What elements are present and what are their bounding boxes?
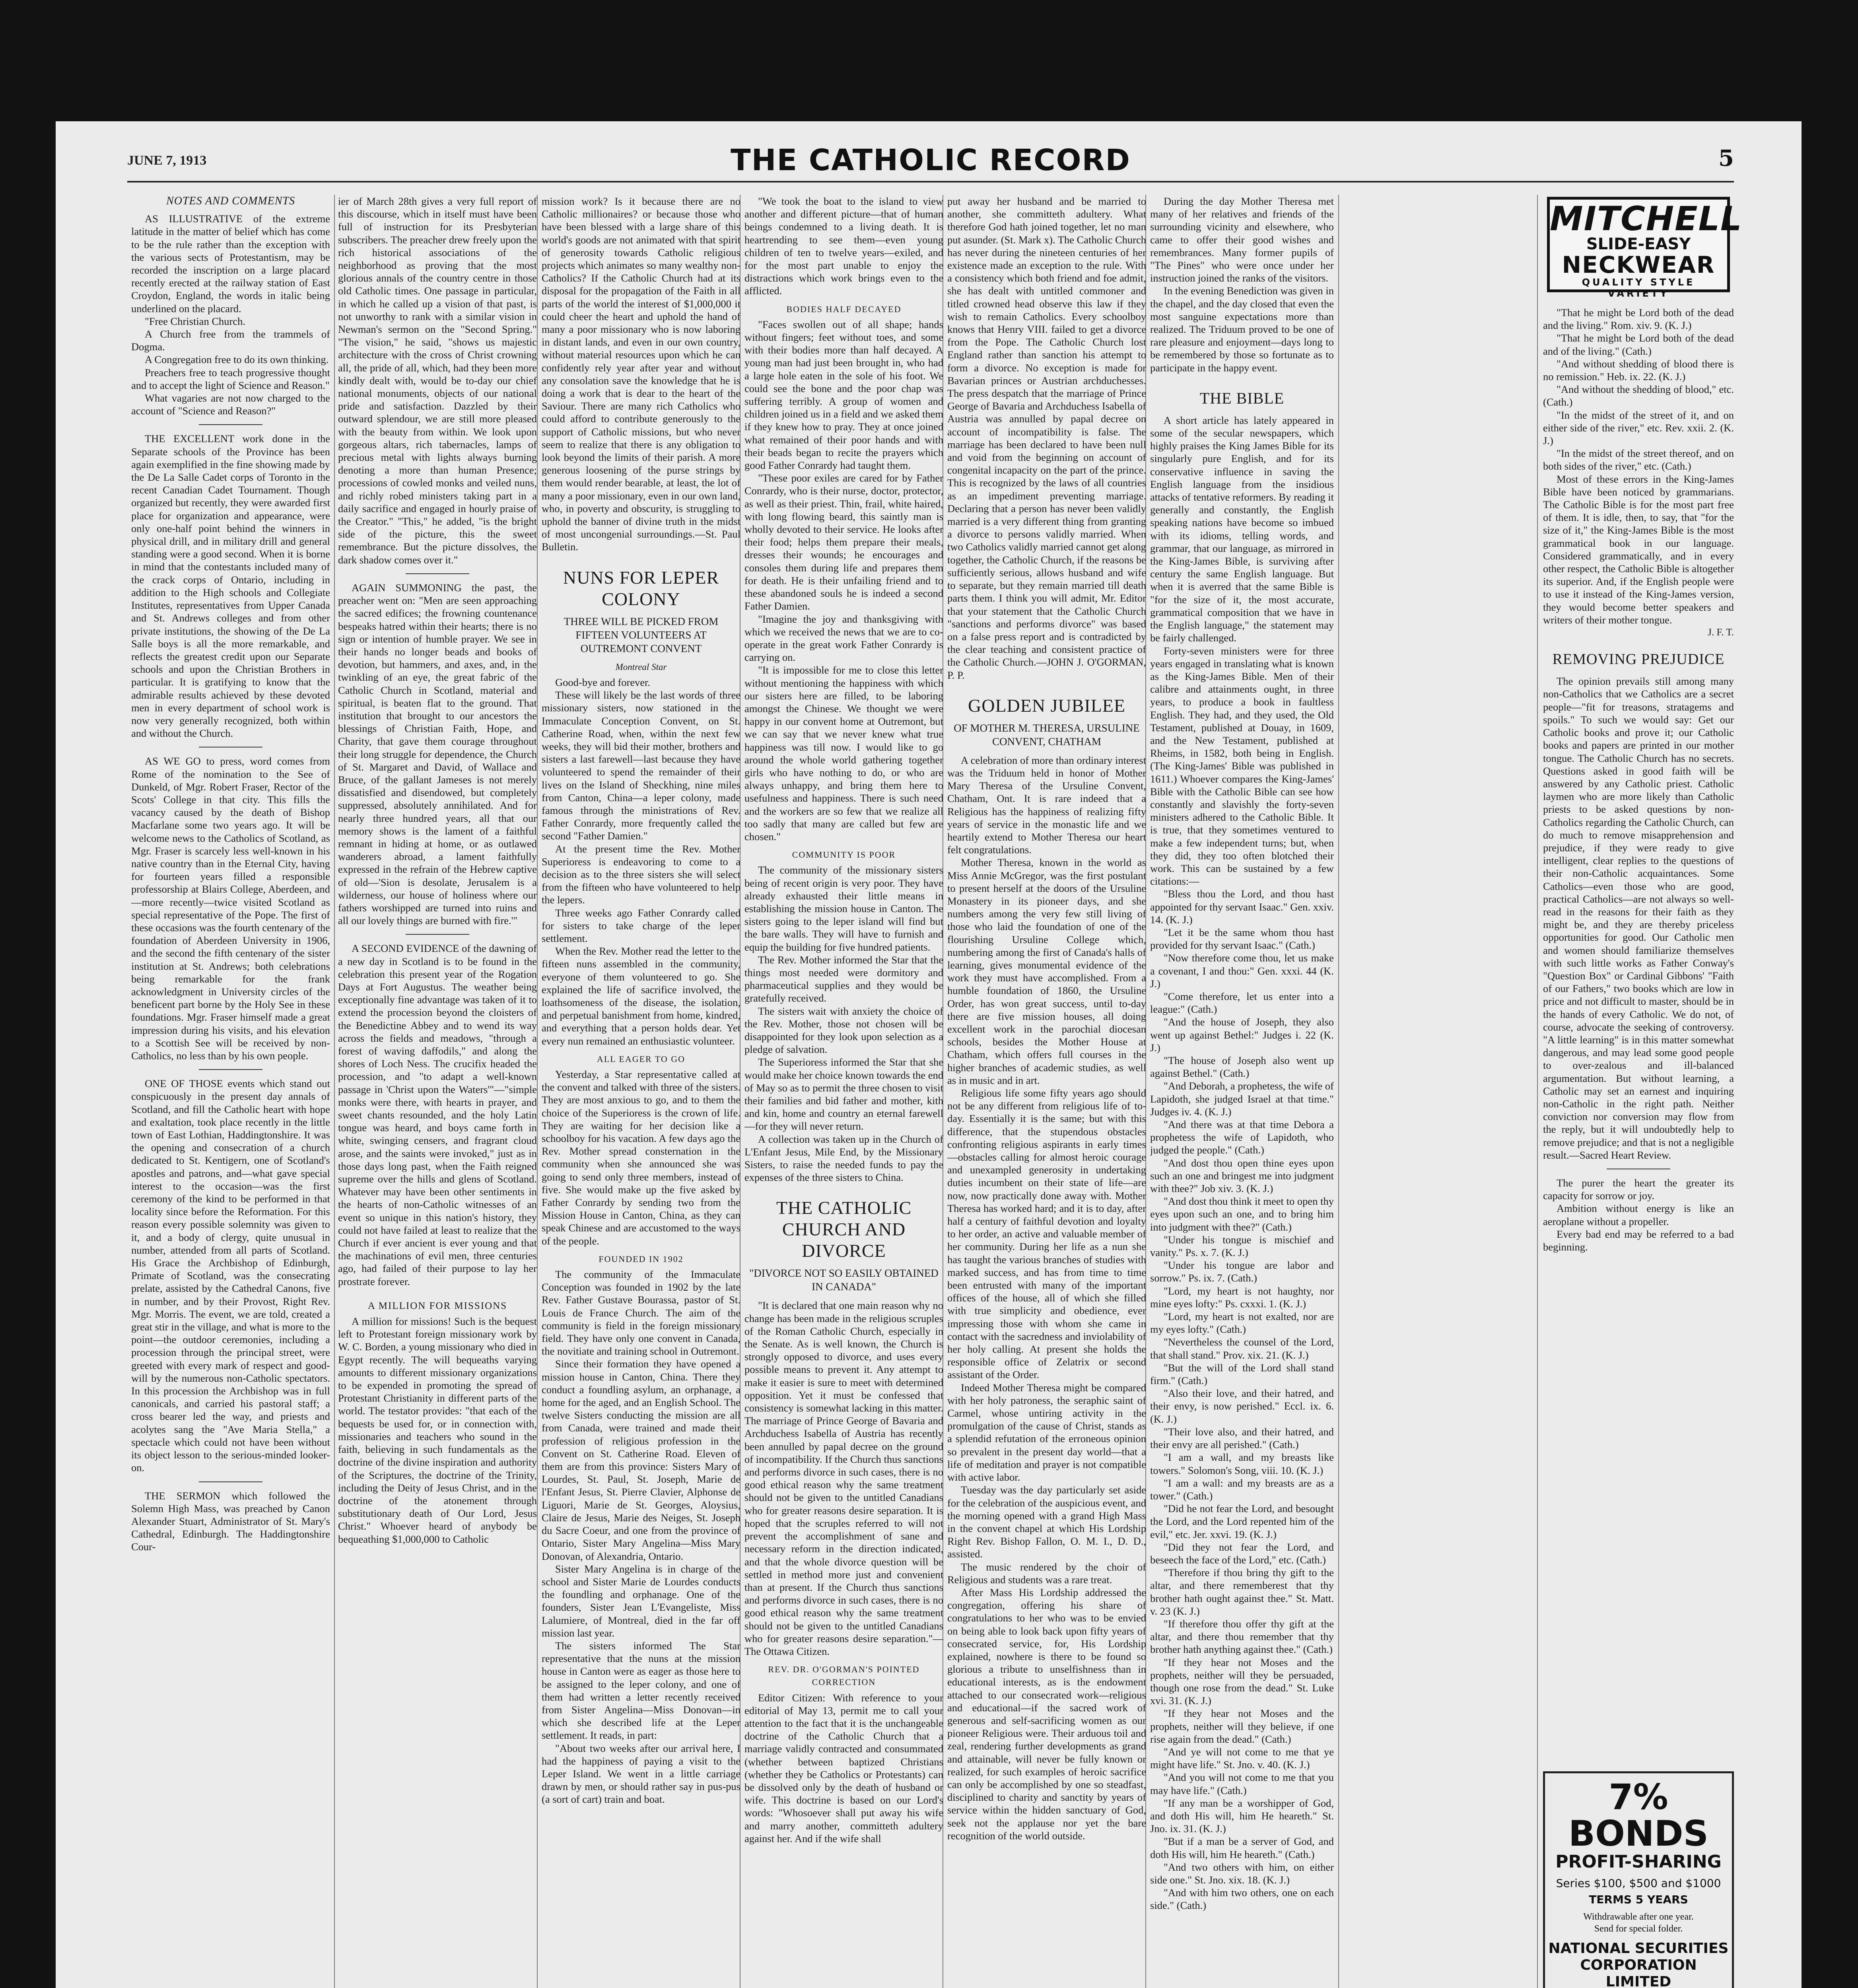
article-headline: GOLDEN JUBILEE <box>968 695 1125 716</box>
article-subheadline: "DIVORCE NOT SO EASILY OBTAINED IN CANADA" <box>749 1267 939 1293</box>
column-7 <box>1543 306 1734 1753</box>
scripture-quote: "Under his tongue are labor and sorrow." Ps. ix. 7. (Cath.) <box>1150 1259 1334 1284</box>
article-paragraph: AS WE GO to press, word comes from Rome of the nomination to the See of Dunkeld, of Mgr. Robert Fraser, Rector of the Scots' College in that city. This fills the vacancy caused by the death of Bishop Macfarlane some two years ago. It will be welcome news to the Catholics of Scotland, as Mgr. Fraser is scarcely less well-known in his native country than in the Eternal City, having for fourteen years filled a responsible professorship at Blairs College, Aberdeen, and—more recently—twice visited Scotland as special representative of the Pope. The first of these occasions was the fourth centenary of the foundation of Aberdeen University in 1906, and the second the fifth centenary of the sister institution at St. Andrews; both celebrations being remarkable for the frank acknowledgment in University circles of the beneficent part borne by the Holy See in these foundations. Mgr. Fraser himself made a great impression during his visits, and his elevation to a Scottish See will be received by non-Catholics, no less than by his own people. <box>131 755 330 1062</box>
scripture-quote: "Also their love, and their hatred, and their envy, is now perished." Eccl. ix. 6. (K. J.) <box>1150 1387 1334 1425</box>
section-title: NOTES AND COMMENTS <box>166 195 295 207</box>
article-paragraph: The community of the Immaculate Conception was founded in 1902 by the late Rev. Father Gustave Bourassa, pastor of St. Louis de France Church. The aim of the community is field in the foreign missionary field. They have only one convent in Canada, the novitiate and training school in Outremont. <box>542 1268 740 1357</box>
ad-note-line: Send for special folder. <box>1594 1924 1683 1934</box>
column-divider <box>537 195 538 1988</box>
article-headline: A MILLION FOR MISSIONS <box>367 1300 507 1311</box>
article-paragraph: Sister Mary Angelina is in charge of the school and Sister Marie de Lourdes conducts the foundling and orphanage. One of the founders, Sister Jean L'Evangeliste, Miss Lalumiere, of Montreal, died in the far off mission last year. <box>542 1563 740 1639</box>
article-paragraph: "Free Christian Church. <box>145 315 245 327</box>
article-paragraph: When the Rev. Mother read the letter to the fifteen nuns assembled in the community, everyone of them volunteered to go. She explained the life of sacrifice involved, the loathsomeness of the disease, the isolation, and perpetual banishment from home, kindred, and everything that a person holds dear. Yet every nun remained an enthusiastic volunteer. <box>542 945 740 1047</box>
scripture-quote: "And without the shedding of blood," etc. (Cath.) <box>1543 383 1734 408</box>
scripture-quote: "Therefore if thou bring thy gift to the altar, and there rememberest that thy brother hath ought against thee." St. Matt. v. 23 (K. J.) <box>1150 1567 1334 1617</box>
article-paragraph: mission work? Is it because there are no Catholic millionaires? or because those who have been blessed with a large share of this world's goods are not animated with that spirit of generosity towards Catholic religious projects which animates so many wealthy non-Catholics? If the Catholic Church had at its disposal for the propagation of the Faith in all parts of the world the interest of $1,000,000 it could cheer the heart and uphold the hand of many a poor missionary who is now laboring in distant lands, and even in our own country, without material resources upon which he can confidently rely year after year and without any consolation save the knowledge that he is doing a work that is dear to the heart of the Saviour. There are many rich Catholics who could afford to contribute generously to the support of Catholic missions, but who never seem to realize that there is any obligation to look beyond the limits of their parish. A more generous loosening of the purse strings by them would render bearable, at least, the lot of many a poor missionary, even in our own land, who, in poverty and obscurity, is struggling to uphold the banner of divine truth in the midst of most uncongenial surroundings.—St. Paul Bulletin. <box>542 195 740 553</box>
scripture-quote: "But if a man be a server of God, and doth His will, him He heareth." (Cath.) <box>1150 1835 1334 1860</box>
article-paragraph: Three weeks ago Father Conrardy called for sisters to take charge of the leper settlement. <box>542 907 740 944</box>
scripture-quote: "Now therefore come thou, let us make a covenant, I and thou:" Gen. xxxi. 44 (K. J.) <box>1150 952 1334 990</box>
article-paragraph: "Imagine the joy and thanksgiving with which we received the news that we are to co-operate in the great work Father Conrardy is carrying on. <box>744 613 943 664</box>
newspaper-page <box>56 121 1802 1988</box>
mitchell-neckwear-ad <box>1543 197 1743 299</box>
scripture-quote: "That he might be Lord both of the dead and the living." Rom. xiv. 9. (K. J.) <box>1543 307 1734 332</box>
article-headline: REMOVING PREJUDICE <box>1552 651 1725 668</box>
article-paragraph: The sisters wait with anxiety the choice of the Rev. Mother, those not chosen will be disappointed for they look upon selection as a pledge of salvation. <box>744 1005 943 1056</box>
article-paragraph: In the evening Benediction was given in the chapel, and the day closed that even the most sanguine expectations more than realized. The Triduum proved to be one of rare pleasure and enjoyment—days long to be remembered by those so fortunate as to participate in the happy event. <box>1150 285 1334 374</box>
scripture-quote: "Did he not fear the Lord, and besought the Lord, and the Lord repented him of the evil," etc. Jer. xxvi. 19. (K. J.) <box>1150 1503 1334 1540</box>
divider <box>199 1069 262 1070</box>
scripture-quote: "And there was at that time Debora a prophetess the wife of Lapidoth, who judged the people." (Cath.) <box>1150 1118 1334 1156</box>
section-subhead: ALL EAGER TO GO <box>597 1054 686 1064</box>
article-paragraph: During the day Mother Theresa met many of her relatives and friends of the surrounding vicinity and elsewhere, who came to offer their good wishes and remembrances. Many former pupils of "The Pines" who were once under her instruction joined the ranks of the visitors. <box>1150 195 1334 284</box>
column-6 <box>1150 195 1334 1988</box>
column-1 <box>131 195 330 1988</box>
article-paragraph: "It is impossible for me to close this letter without mentioning the happiness with which our sisters here are filled, to be laboring amongst the Chinese. We thought we were happy in our convent home at Outremont, but we can say that we never knew what true happiness was till now. I would like to go around the whole world gathering together girls who have nothing to do, or who are always unhappy, and bring them here to usefulness and happiness. There is such need and the workers are so few that we realize all too sadly that many are called but few are chosen." <box>744 664 943 843</box>
masthead-rule <box>127 181 1734 182</box>
article-paragraph: Ambition without energy is like an aeroplane without a propeller. <box>1543 1202 1734 1227</box>
article-paragraph: AGAIN SUMMONING the past, the preacher went on: "Men are seen approaching the sacred edifices; the frowning countenance bespeaks hatred within their hearts; there is no sign or intention of humble prayer. We see in their hands no longer beads and books of devotion, but hammers, and axes, and, in the twinkling of an eye, the great fabric of the Catholic Church in Scotland, material and spiritual, is beaten flat to the ground. That institution that brought to our ancestors the blessings of Christian Faith, Hope, and Charity, that gave them courage throughout their long struggle for dependence, the Church of St. Margaret and David, of Wallace and Bruce, of the gallant Jameses is not merely dissatisfied and disendowed, but completely suppressed, absolutely annihilated. And for nearly three hundred years, all that our memory shows is the lament of a faithful remnant in hiding at home, or as outlawed wanderers abroad, a lament faithfully expressed in the refrain of the Hebrew captive of old—'Sion is desolate, Jerusalem is a wilderness, our house of holiness where our fathers worshipped are turned into ruins and all our lovely things are burned with fire.'" <box>338 581 537 927</box>
article-paragraph: The sisters informed The Star representative that the nuns at the mission house in Canton were as eager as those here to be assigned to the leper colony, and one of them had written a letter recently received from Sister Angelina—Miss Donovan—in which she described life at the Leper settlement. It reads, in part: <box>542 1639 740 1741</box>
scripture-quote: "In the midst of the street of it, and on either side of the river," etc. Rev. xxii. 2. (K. J.) <box>1543 409 1734 447</box>
article-paragraph: Forty-seven ministers were for three years engaged in translating what is known as the King-James Bible. Men of their calibre and attainments ought, in three years, to produce a book in faultless English. They had, and they used, the Old Testament, published at Douay, in 1609, and the New Testament, published at Rheims, in 1582, both being in English. (The King-James' Bible was published in 1611.) Whoever compares the King-James' Bible with the Catholic Bible can see how constantly and slavishly the forty-seven ministers adhered to the Catholic Bible. It is true, that they sometimes ventured to make a few independent turns; but, when they did, they too often blotched their work. This can be sustained by a few citations:— <box>1150 645 1334 887</box>
article-paragraph: "It is declared that one main reason why no change has been made in the religious scruples of the Roman Catholic Church, especially in the Senate. As is well known, the Church is strongly opposed to divorce, and uses every possible means to prevent it. Any attempt to make it easier is sure to meet with determined opposition. Yet it must be confessed that consistency is somewhat lacking in this matter. The marriage of Prince George of Bavaria and Archduchess Isabella of Austria has recently been annulled by papal decree on the ground of incompatibility. If the Church thus sanctions and performs divorce in such cases, there is no good ethical reason why the same treatment should not be given to the untitled Canadians who for greater reasons desire separation. It is hoped that the scruples referred to will not prevent the accomplishment of sane and necessary reform in the direction indicated, and that the whole divorce question will be settled in method more just and convenient than at present. If the Church thus sanctions and performs divorce in such cases, there is no good ethical reason why the same treatment should not be given to the untitled Canadians who for greater reasons desire separation."—The Ottawa Citizen. <box>744 1299 943 1657</box>
scripture-quote: "Under his tongue is mischief and vanity." Ps. x. 7. (K. J.) <box>1150 1233 1334 1259</box>
article-headline: THE BIBLE <box>1199 389 1285 407</box>
article-paragraph: Most of these errors in the King-James Bible have been noticed by grammarians. The Catholic Bible is for the most part free of them. It is idle, then, to say, that "for the size of it," the King-James Bible is the most grammatical book in our language. Considered grammatically, and in every other respect, the Catholic Bible is altogether its superior. And, if the English people were to use it instead of the King-James version, they would become better speakers and writers of their mother tongue. <box>1543 473 1734 626</box>
article-paragraph: A million for missions! Such is the bequest left to Protestant foreign missionary work by W. C. Borden, a young missionary who died in Egypt recently. The will bequeaths varying amounts to different missionary organizations to be expended in promoting the spread of Protestant Christianity in different parts of the world. The testator provides: "that each of the bequests be used for, or in connection with, missionaries and teachers who sound in the faith, believing in such fundamentals as the doctrine of the divine inspiration and authority of the Scriptures, the doctrine of the Trinity, including the Deity of Jesus Christ, and in the doctrine of the atonement through substitutionary death of Our Lord, Jesus Christ." Whoever heard of anybody be bequeathing $1,000,000 to Catholic <box>338 1315 537 1545</box>
scripture-quote: "And ye will not come to me that ye might have life." St. Jno. v. 40. (K. J.) <box>1150 1745 1334 1771</box>
article-paragraph: Preachers free to teach progressive thought and to accept the light of Science and Reason." <box>131 366 330 391</box>
column-divider <box>1537 195 1538 1988</box>
ad-subtitle: PROFIT-SHARING <box>1555 1852 1722 1872</box>
article-paragraph: A SECOND EVIDENCE of the dawning of a new day in Scotland is to be found in the celebration this present year of the Rogation Days at Fort Augustus. The weather being exceptionally fine advantage was taken of it to extend the procession beyond the cloisters of the Benedictine Abbey and to wend its way across the fields and meadows, "through a forest of waving daffodils," and along the shores of Loch Ness. The crucifix headed the procession, and "to adapt a well-known passage in 'Christ upon the Waters'"—"simple monks were there, with hearts in prayer, and sweet chants resounded, and the holy Latin tongue was heard, and boys came forth in white, swinging censers, and fragrant cloud arose, and the saints were invoked," just as in those days long past, when the Faith reigned supreme over the hills and glens of Scotland. Whatever may have been other sentiments in the hearts of non-Catholic witnesses of an event so unique in this nation's history, they could not have failed at least to realize that the Church if ever ancient is ever young and that the machinations of evil men, three centuries ago, had failed of their purpose to lay her prostrate forever. <box>338 942 537 1287</box>
scripture-quote: "Come therefore, let us enter into a league:" (Cath.) <box>1150 990 1334 1015</box>
article-paragraph: A Church free from the trammels of Dogma. <box>131 328 330 353</box>
article-headline: THE CATHOLIC CHURCH AND DIVORCE <box>776 1198 912 1261</box>
article-paragraph: "Faces swollen out of all shape; hands without fingers; feet without toes, and some with their bodies more than half decayed. A young man had just been brought in, who had a large hole eaten in the sole of his foot. We could see the bone and the poor chap was suffering terribly. A group of women and children joined us in a field and we asked them if they knew how to pray. They at once joined what remained of their poor hands and with their beads began to recite the prayers which good Father Conrardy had taught them. <box>744 318 943 472</box>
page-number: 5 <box>1718 145 1734 171</box>
article-paragraph: Religious life some fifty years ago should not be any different from religious life of to-day. Essentially it is the same; but with this difference, that the stupendous obstacles confronting religious aspirants in early times—obstacles calling for almost heroic courage and unexampled generosity in undertaking duties incumbent on their state of life—are now, now practically done away with. Mother Theresa has worked hard; and it is to day, after half a century of faithful devotion and loyalty to her order, an active and valuable member of her community. During her life as a nun she has taught the various branches of studies with marked success, and has from time to time been entrusted with many of the important offices of the house, all of which she filled with true simplicity and obedience, ever impressing those with whom she came in contact with the sacredness and inviolability of her holy calling. At present she holds the responsible office of Zelatrix or second assistant of the Order. <box>947 1087 1146 1381</box>
scripture-quote: "Nevertheless the counsel of the Lord, that shall stand." Prov. xix. 21. (K. J.) <box>1150 1336 1334 1361</box>
section-subhead: BODIES HALF DECAYED <box>786 304 902 314</box>
scripture-quote: "And dost thou open thine eyes upon such an one and bringest me into judgment with thee?" Job xiv. 3. (K. J.) <box>1150 1157 1334 1195</box>
author-signature: J. F. T. <box>1708 627 1734 638</box>
scripture-quote: "Let it be the same whom thou hast provided for thy servant Isaac." (Cath.) <box>1150 926 1334 951</box>
scripture-quote: "In the midst of the street thereof, and on both sides of the river," etc. (Cath.) <box>1543 447 1734 472</box>
article-paragraph: Good-bye and forever. <box>555 676 651 688</box>
article-paragraph: Yesterday, a Star representative called at the convent and talked with three of the sisters. They are most anxious to go, and to them the choice of the Superioress is the crown of life. They are waiting for her decision like a schoolboy for his vacation. A few days ago the Rev. Mother spread consternation in the community when she announced she was going to send only three members, instead of five. She would make up the five asked by Father Conrardy by sending two from the Mission House in Canton, China, as they can speak Chinese and are accustomed to the ways of the people. <box>542 1068 740 1247</box>
article-paragraph: The purer the heart the greater its capacity for sorrow or joy. <box>1543 1177 1734 1202</box>
ad-company: NATIONAL SECURITIES CORPORATION LIMITED <box>1548 1940 1729 1988</box>
article-paragraph: The Superioress informed the Star that she would make her choice known towards the end of May so as to permit the three chosen to visit their families and bid father and mother, kith and kin, home and country an eternal farewell—for they will never return. <box>744 1056 943 1132</box>
article-paragraph: "These poor exiles are cared for by Father Conrardy, who is their nurse, doctor, protector, as well as their priest. Thin, frail, white haired, with long flowing beard, this saintly man is wholly devoted to their service. He looks after their food; helps them prepare their meals, dresses their wounds; he encourages and consoles them during life and prepares them for death. He is their unfailing friend and to these abandoned souls he is indeed a second Father Damien. <box>744 472 943 612</box>
article-paragraph: Since their formation they have opened a mission house in Canton, China. There they conduct a foundling asylum, an orphanage, a home for the aged, and an English School. The twelve Sisters conducting the mission are all from Canada, were trained and made their profession of religious profession in the Convent on St. Catherine Road. Eleven of them are from this province: Sisters Mary of Lourdes, St. Paul, St. Joseph, Marie de l'Enfant Jesus, St. Pierre Clavier, Alphonse de Liguori, Marie de St. Georges, Aloysius, Claire de Jesus, Marie des Neiges, St. Joseph du Sacre Coeur, and one from the province of Ontario, Sister Mary Angelina—Miss Mary Donovan, of Alexandria, Ontario. <box>542 1358 740 1562</box>
article-paragraph: These will likely be the last words of three missionary sisters, now stationed in the Immaculate Conception Convent, on St. Catherine Road, when, within the next few weeks, they will bid their mother, brothers and sisters a last farewell—last because they have volunteered to spend the remainder of their lives on the Island of Sheckhing, nine miles from Canton, China—a leper colony, made famous through the ministrations of Rev. Father Conrardy, more frequently called the second "Father Damien." <box>542 689 740 842</box>
ad-note-line: Withdrawable after one year. <box>1583 1912 1694 1922</box>
ad-frame <box>1547 197 1743 299</box>
article-paragraph: Indeed Mother Theresa might be compared with her holy patroness, the seraphic saint of Carmel, whose untiring activity in the promulgation of the cause of Christ, stands as a splendid refutation of the erroneous opinion so prevalent in the present day world—that a life of meditation and prayer is not compatible with active labor. <box>947 1381 1146 1483</box>
scripture-quote: "That he might be Lord both of the dead and of the living." (Cath.) <box>1543 332 1734 357</box>
article-paragraph: Every bad end may be referred to a bad beginning. <box>1543 1228 1734 1253</box>
issue-date: JUNE 7, 1913 <box>127 153 207 168</box>
ad-product: SLIDE-EASY <box>1586 235 1691 253</box>
scripture-quote: "I am a wall, and my breasts like towers." Solomon's Song, viii. 10. (K. J.) <box>1150 1451 1334 1476</box>
scripture-quote: "And without shedding of blood there is no remission." Heb. ix. 22. (K. J.) <box>1543 357 1734 383</box>
scripture-quote: "Bless thou the Lord, and thou hast appointed for thy servant Isaac." Gen. xxiv. 14. (K. J.) <box>1150 888 1334 926</box>
scripture-quote: "Lord, my heart is not haughty, nor mine eyes lofty:" Ps. cxxxi. 1. (K. J.) <box>1150 1285 1334 1310</box>
scripture-quote: "If therefore thou offer thy gift at the altar, and there thou remember that thy brother hath anything against thee." (Cath.) <box>1150 1617 1334 1656</box>
scripture-quote: "And two others with him, on either side one." St. Jno. xix. 18. (K. J.) <box>1150 1861 1334 1886</box>
scripture-quote: "The house of Joseph also went up against Bethel." (Cath.) <box>1150 1054 1334 1079</box>
scripture-quote: "Did they not fear the Lord, and beseech the face of the Lord," etc. (Cath.) <box>1150 1541 1334 1566</box>
column-4 <box>744 195 943 1988</box>
article-paragraph: A collection was taken up in the Church of L'Enfant Jesus, Mile End, by the Missionary Sisters, to raise the needed funds to pay the expenses of the three sisters to China. <box>744 1133 943 1184</box>
scripture-quote: "I am a wall: and my breasts are as a tower." (Cath.) <box>1150 1477 1334 1502</box>
article-paragraph: Tuesday was the day particularly set aside for the celebration of the auspicious event, and the morning opened with a grand High Mass in the convent chapel at which His Lordship Right Rev. Bishop Fallon, O. M. I., D. D., assisted. <box>947 1484 1146 1560</box>
article-paragraph: A Congregation free to do its own thinking. <box>145 353 329 366</box>
article-paragraph: THE EXCELLENT work done in the Separate schools of the Province has been again exemplified in the fine showing made by the De La Salle Cadet corps of Toronto in the recent Canadian Cadet Tournament. Though organized but recently, they were awarded first place for organization and appearance, were only one-half point behind the winners in physical drill, and in military drill and general standing were a good second. When it is borne in mind that the contestants included many of the crack corps of Ontario, including in addition to the High schools and Collegiate Institutes, representatives from Upper Canada and St. Andrews colleges and from other private institutions, the showing of the De La Salle boys is all the more remarkable, and reflects the greatest credit upon our Separate schools and upon the Christian Brothers in particular. It is gratifying to know that the admirable results achieved by these devoted men in every department of school work is now very generally recognized, both within and without the Church. <box>131 433 330 740</box>
article-paragraph: ONE OF THOSE events which stand out conspicuously in the present day annals of Scotland, and fill the Catholic heart with hope and exaltation, took place recently in the little town of East Lothian, Haddingtonshire. It was the opening and consecration of a church dedicated to St. Kentigern, one of Scotland's apostles and patrons, and—what gave special interest to the occasion—was the first ceremony of the kind to be performed in that locality since before the Reformation. For this reason every possible solemnity was given to it, and a body of clergy, quite unusual in number, attended from all parts of Scotland. His Grace the Archbishop of Edinburgh, Primate of Scotland, was the consecrating prelate, assisted by the Cathedral Canons, five in number, and by their Provost, Right Rev. Mgr. Morris. The event, we are told, created a great stir in the village, and what is more to the point—the outdoor ceremonies, including a procession through the principal street, were greeted with every mark of respect and good-will by the numerous non-Catholic spectators. In this procession the Archbishop was in full canonicals, and carried his pastoral staff; a cross bearer led the way, and priests and acolytes sang the "Ave Maria Stella," a spectacle which could not have been without its object lesson to the serious-minded looker-on. <box>131 1077 330 1474</box>
article-paragraph: The community of the missionary sisters being of recent origin is very poor. They have already exhausted their little means in establishing the mission house in Canton. The sisters going to the leper island will find but the bare walls. They will have to furnish and equip the building for five hundred patients. <box>744 864 943 953</box>
column-3 <box>542 195 740 1988</box>
masthead <box>127 143 1734 181</box>
article-paragraph: After Mass His Lordship addressed the congregation, offering his share of congratulations to her who was to be envied on being able to look back upon fifty years of consecrated service, for, His Lordship explained, nowhere is there to be found so glorious a tribute to unselfishness than in educational interests, as is the endowment attached to our consecrated work—religious and educational—if the sacred work of generous and self-sacrificing women as our pioneer Religious were. Their arduous toil and zeal, rendering further developments as grand and attainable, will never be fully known or realized, for such examples of heroic sacrifice can only be accomplished by one so steadfast, disciplined to charity and sanctity by years of service within the hidden sanctuary of God, seek not the applause nor yet the bare recognition of the world outside. <box>947 1586 1146 1842</box>
article-paragraph: At the present time the Rev. Mother Superioress is endeavoring to come to a decision as to the three sisters she will select from the fifteen who have volunteered to help the lepers. <box>542 843 740 906</box>
article-paragraph: A celebration of more than ordinary interest was the Triduum held in honor of Mother Mary Theresa of the Ursuline Convent, Chatham, Ont. It is rare indeed that a Religious has the happiness of realizing fifty years of service in the monastic life and we heartily extend to Mother Theresa our heart felt congratulations. <box>947 754 1146 856</box>
column-divider <box>334 195 335 1988</box>
scripture-quote: "But the will of the Lord shall stand firm." (Cath.) <box>1150 1361 1334 1387</box>
divider <box>199 424 262 425</box>
scripture-quote: "Lord, my heart is not exalted, nor are my eyes lofty." (Cath.) <box>1150 1310 1334 1336</box>
article-paragraph: Mother Theresa, known in the world as Miss Annie McGregor, was the first postulant to present herself at the doors of the Ursuline Monastery in its pioneer days, and she numbers among the very few still living of those who laid the foundation of one of the flourishing Ursuline College which, numbering among the first of Canada's halls of learning, gives monumental evidence of the work they must have accomplished. From a humble foundation of 1860, the Ursuline Order, has won great success, until to-day there are five mission houses, all doing excellent work in the parochial diocesan schools, besides the Mother House at Chatham, which offers full courses in the higher branches of academic studies, as well as in music and in art. <box>947 856 1146 1086</box>
scripture-quote: "If any man be a worshipper of God, and doth His will, him He heareth." St. Jno. ix. 31. (K. J.) <box>1150 1797 1334 1835</box>
article-paragraph: "We took the boat to the island to view another and different picture—that of human beings condemned to a living death. It is heartrending to see them—even young children of ten to twelve years—exiled, and for the most part unable to enjoy the distractions which work brings even to the afflicted. <box>744 195 943 297</box>
newspaper-title: THE CATHOLIC RECORD <box>731 143 1131 177</box>
column-5 <box>947 195 1146 1988</box>
article-paragraph: ier of March 28th gives a very full report of this discourse, which in itself must have been full of instruction for its Presbyterian subscribers. The preacher drew freely upon the rich historical associations of the neighborhood as proving that the most glorious annals of the country centre in those old Catholic times. One passage in particular, in which he called up a vision of that past, is not unworthy to rank with a similar vision in Newman's sermon on the "Second Spring." "The vision," he said, "shows us majestic architecture with the cross of Christ crowning all, the pride of all, which, had they been more kindly dealt with, would be to-day our chief national monuments, objects of our national pride and satisfaction. Dazzled by their outward splendour, we are still more pleased with the beauty from within. We look upon gorgeous altars, rich tabernacles, lamps of precious metal with lights always burning denoting a more than human Presence; processions of cowled monks and veiled nuns, and richly robed ministers taking part in a daily sacrifice and engaged in hourly praise of the Creator." "This," he added, "is the bright side of the picture, this the sweet remembrance. But the picture dissolves, the dark shadow comes over it." <box>338 195 537 566</box>
bonds-ad <box>1543 1771 1734 1988</box>
ad-title: 7% BONDS <box>1568 1776 1708 1854</box>
article-paragraph: A short article has lately appeared in some of the secular newspapers, which highly praises the King James Bible for its singularly pure English, and for its conservative influence in saving the English language from the insidious attacks of tentative reformers. By reading it generally and constantly, the English speaking nations have become so imbued with its idioms, telling words, and grammar, that our language, as mirrored in the King-James Bible, is surviving after century the same English language. But when it is averred that the same Bible is "for the size of it, the most accurate, grammatical composition that we have in the English language," the statement may be fairly challenged. <box>1150 414 1334 644</box>
ad-tagline: QUALITY STYLE VARIETY <box>1582 277 1695 299</box>
article-paragraph: "About two weeks after our arrival here, I had the happiness of paying a visit to the Leper Island. We went in a little carriage drawn by men, or should rather say in pus-pus (a sort of cart) train and boat. <box>542 1742 740 1806</box>
article-headline: NUNS FOR LEPER COLONY <box>563 567 719 609</box>
article-paragraph: The music rendered by the choir of Religious and students was a rare treat. <box>947 1561 1146 1586</box>
scripture-quote: "Their love also, and their hatred, and their envy are all perished." (Cath.) <box>1150 1425 1334 1451</box>
article-subheadline: OF MOTHER M. THERESA, URSULINE CONVENT, CHATHAM <box>954 722 1140 747</box>
article-source: Montreal Star <box>615 662 667 672</box>
section-subhead: COMMUNITY IS POOR <box>792 850 896 860</box>
scripture-quote: "And Deborah, a prophetess, the wife of Lapidoth, she judged Israel at that time." Judges iv. 4. (K. J.) <box>1150 1080 1334 1118</box>
ad-note <box>1545 1911 1732 1935</box>
scripture-quote: "And dost thou think it meet to open thy eyes upon such an one, and to bring him into judgment with thee?" (Cath.) <box>1150 1195 1334 1233</box>
scripture-quote: "If they hear not Moses and the prophets, neither will they be persuaded, though one rose from the dead." St. Luke xvi. 31. (K. J.) <box>1150 1656 1334 1707</box>
article-paragraph: What vagaries are not now charged to the account of "Science and Reason?" <box>131 392 330 417</box>
ad-text: TERMS 5 YEARS <box>1589 1893 1688 1906</box>
column-2 <box>338 195 537 1988</box>
scripture-quote: "And the house of Joseph, they also went up against Bethel:" Judges i. 22 (K. J.) <box>1150 1016 1334 1054</box>
scripture-quote: "And with him two others, one on each side." (Cath.) <box>1150 1887 1334 1912</box>
section-subhead: REV. DR. O'GORMAN'S POINTED CORRECTION <box>768 1664 920 1687</box>
ad-product: NECKWEAR <box>1562 251 1715 278</box>
scripture-quote: "If they hear not Moses and the prophets, neither will they believe, if one rise again from the dead." (Cath.) <box>1150 1707 1334 1745</box>
article-paragraph: The Rev. Mother informed the Star that the things most needed were dormitory and pharmaceutical supplies and they would be gratefully received. <box>744 953 943 1004</box>
ad-brand: MITCHELL <box>1550 199 1743 238</box>
article-paragraph: The opinion prevails still among many non-Catholics that we Catholics are a secret people—"fit for treasons, stratagems and spoils." To such we would say: Get our Catholic books and prove it; our Catholic books and papers are printed in our mother tongue. The Catholic Church has no secrets. Questions asked in good faith will be answered by any Catholic priest. Catholic laymen who are more likely than Catholic priests to be asked questions by non-Catholics regarding the Catholic Church, can do much to remove misapprehension and prejudice, if they were ready to give intelligent, clear replies to the questions of their non-Catholic acquaintances. Some Catholics—even those who are good, practical Catholics—are not always so well-read in the reasons for their faith as they might be, and they are thereby priceless opportunities for good. Our Catholic men and women should familiarize themselves with such little works as Father Conway's "Question Box" or Cardinal Gibbons' "Faith of our Fathers," two books which are low in price and not difficult to master, should be in the hands of every Catholic. We do not, of course, advocate the seeking of controversy. "A little learning" is in this matter somewhat dangerous, and may lead some good people to over-zealous and ill-balanced argumentation. But without learning, a Catholic may set an earnest and inquiring non-Catholic in the right path. Neither conviction nor conversion may flow from the reply, but it will undoubtedly help to remove prejudice; and that is not a negligible result.—Sacred Heart Review. <box>1543 675 1734 1161</box>
article-paragraph: AS ILLUSTRATIVE of the extreme latitude in the matter of belief which has come to be the rule rather than the exception with the various sects of Protestantism, may be recorded the inscription on a large placard recently erected at the railway station of East Croydon, England, the words in italic being underlined on the placard. <box>131 213 330 315</box>
divider <box>406 573 469 574</box>
article-paragraph: Editor Citizen: With reference to your editorial of May 13, permit me to call your attention to the fact that it is the unchangeable doctrine of the Catholic Church that a marriage validly contracted and consummated (whether between baptized Christians (whether they be Catholics or Protestants) can be dissolved only by the death of husband or wife. This doctrine is based on our Lord's words: "Whosoever shall put away his wife and marry another, committeth adultery against her. And if the wife shall <box>744 1691 943 1844</box>
ad-text: Series $100, $500 and $1000 <box>1556 1877 1721 1890</box>
divider <box>199 1481 262 1482</box>
article-paragraph: put away her husband and be married to another, she committeth adultery. What therefore God hath joined together, let no man put asunder. (St. Mark x). The Catholic Church has never during the nineteen centuries of her existence made an exception to the rule. With a consistency which both friend and foe admit, she has dealt with untitled commoner and titled crowned head observe this law if they wish to remain Catholics. Every schoolboy knows that Henry VIII. failed to get a divorce from the Pope. The Catholic Church lost England rather than sanction his attempt to form a divorce. No exception is made for Bavarian princes or Austrian archduchesses. The press despatch that the marriage of Prince George of Bavaria and Archduchess Isabella of Austria was annulled by papal decree on account of incompatibility is false. The marriage has been declared to have been null and void from the beginning on account of congenital incapacity on the part of the prince. This is recognized by the laws of all countries as an impediment preventing marriage. Declaring that a person has never been validly married is a very different thing from granting a divorce to persons validly married. When two Catholics validly married cannot get along together, the Catholic Church, if the reasons be sufficiently serious, allows husband and wife to separate, but they remain married till death parts them. I think you will admit, Mr. Editor that your statement that the Catholic Church "sanctions and performs divorce" was based on a false press report and is contradicted by the clear teaching and consistent practice of the Catholic Church.—JOHN J. O'GORMAN, P. P. <box>947 195 1146 681</box>
section-subhead: FOUNDED IN 1902 <box>599 1254 684 1264</box>
article-subheadline: THREE WILL BE PICKED FROM FIFTEEN VOLUNTEERS AT OUTREMONT CONVENT <box>564 615 719 654</box>
article-paragraph: THE SERMON which followed the Solemn High Mass, was preached by Canon Alexander Stuart, Administrator of St. Mary's Cathedral, Edinburgh. The Haddingtonshire Cour- <box>131 1489 330 1553</box>
scripture-quote: "And you will not come to me that you may have life." (Cath.) <box>1150 1771 1334 1796</box>
column-divider <box>1338 195 1339 1988</box>
divider <box>406 934 469 935</box>
